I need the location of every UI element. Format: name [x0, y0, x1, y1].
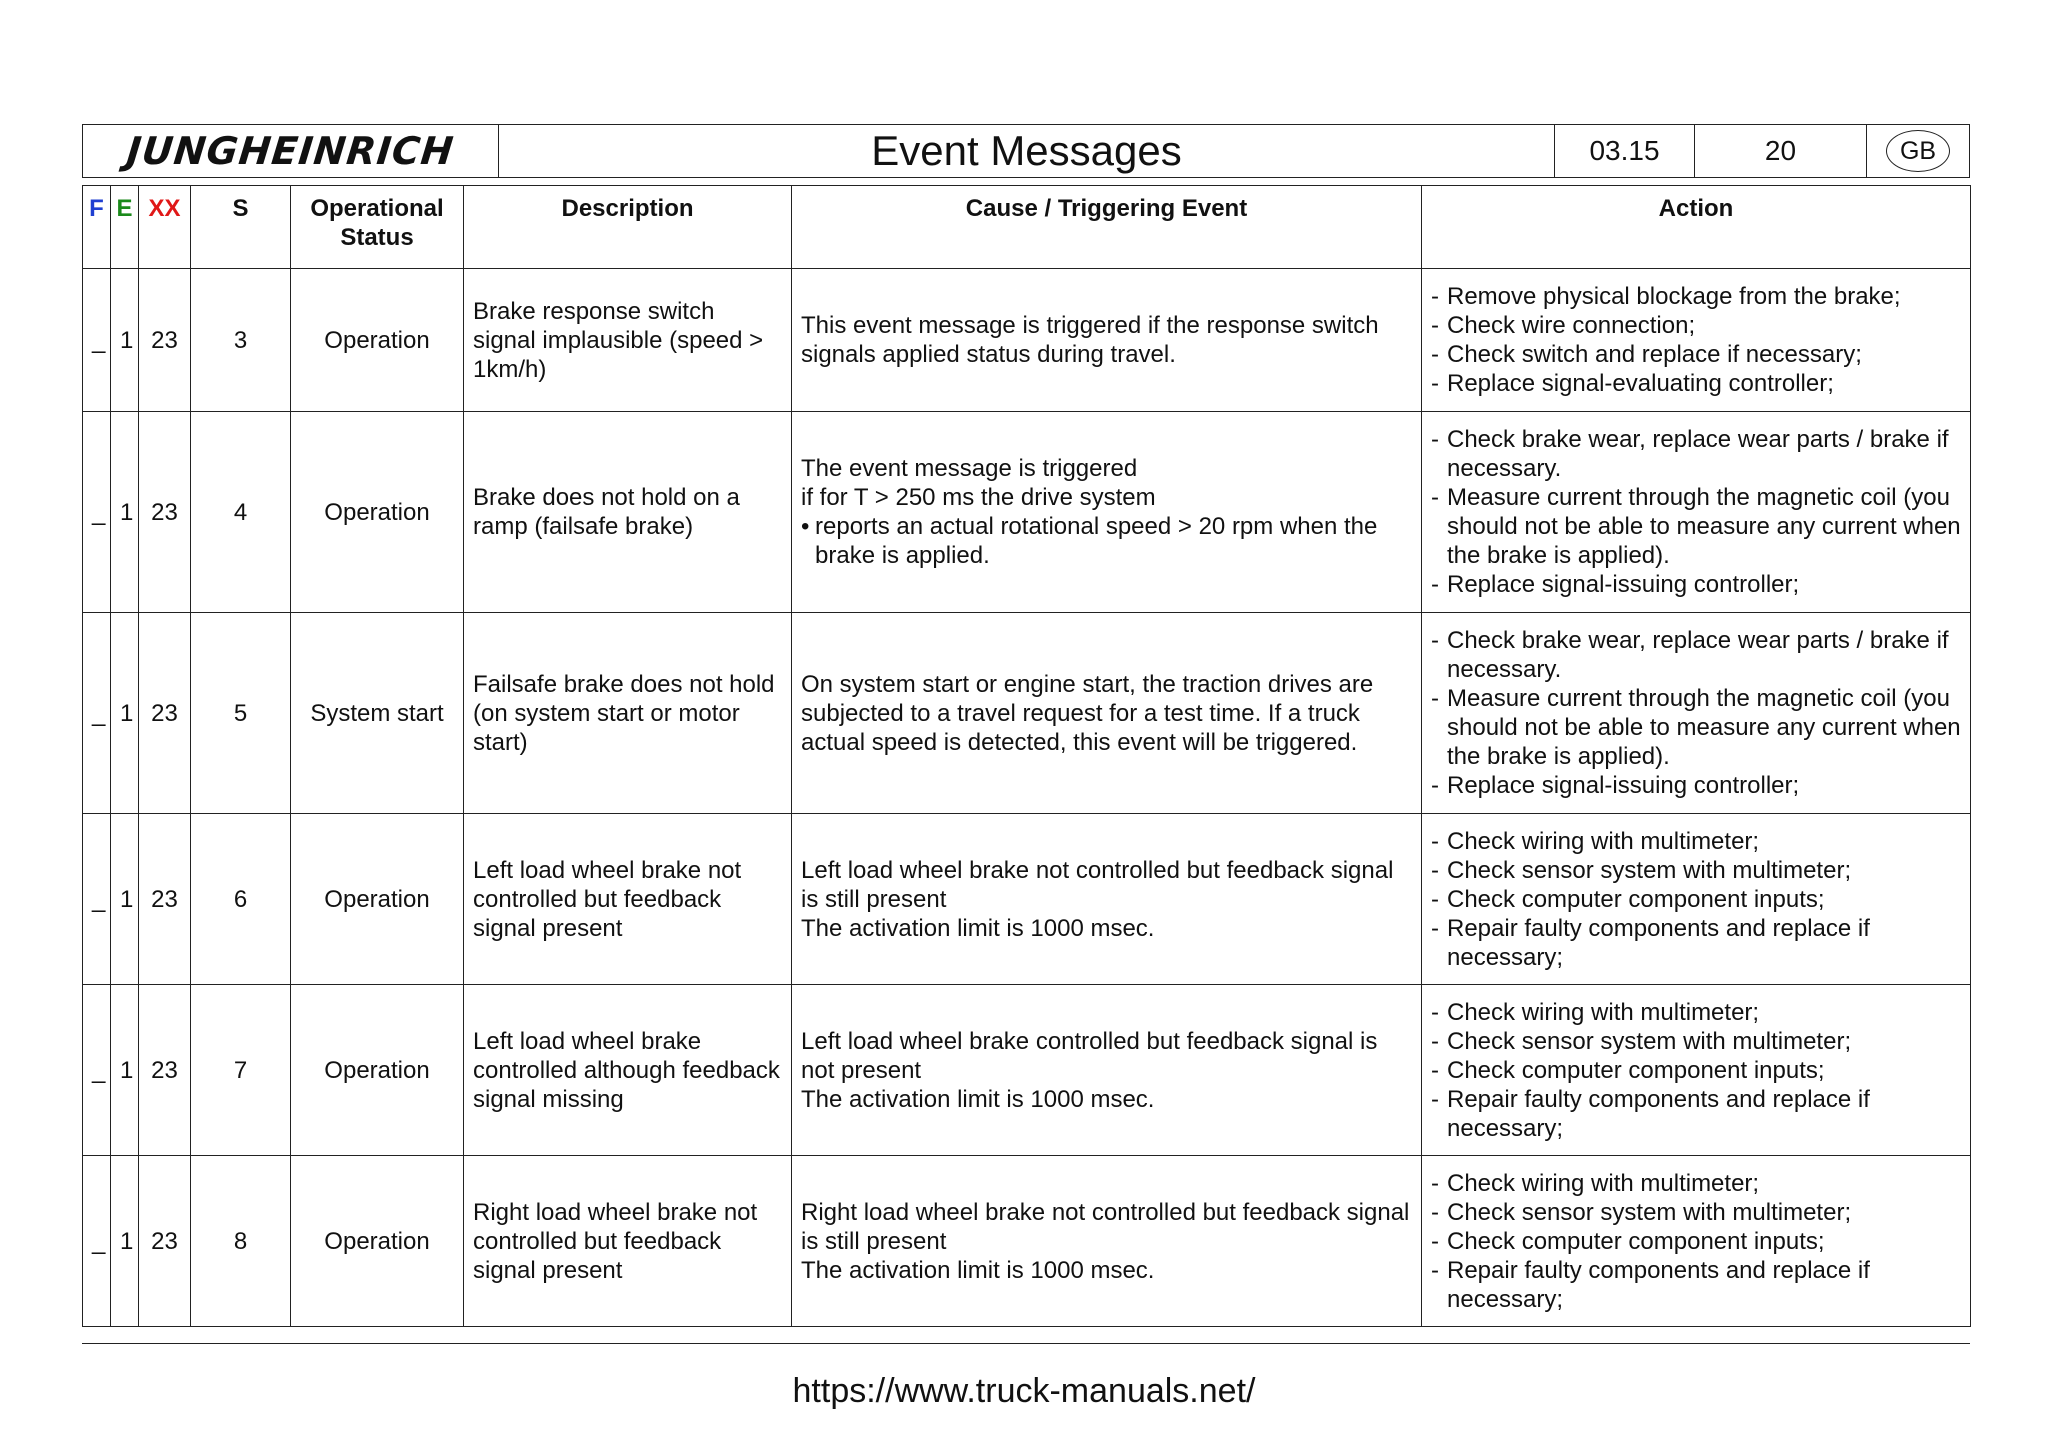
action-item: - Repair faulty components and replace if necessary;	[1431, 914, 1961, 972]
action-item: - Check sensor system with multimeter;	[1431, 856, 1961, 885]
cell-s: 7	[191, 985, 291, 1156]
action-item: - Check wiring with multimeter;	[1431, 998, 1961, 1027]
cell-s: 8	[191, 1156, 291, 1327]
cause-line: if for T > 250 ms the drive system	[801, 484, 1156, 511]
cell-s: 5	[191, 613, 291, 814]
cell-description: Left load wheel brake not controlled but feedback signal present	[464, 814, 792, 985]
cause-bullet: • reports an actual rotational speed > 20 rpm when the brake is applied.	[801, 512, 1412, 570]
jungheinrich-logo: JUNGHEINRICH	[124, 129, 457, 173]
cell-xx: 23	[139, 1156, 191, 1327]
cell-action	[1422, 613, 1971, 814]
action-item: - Check wire connection;	[1431, 311, 1961, 340]
table-row	[83, 412, 1971, 613]
cell-action	[1422, 1156, 1971, 1327]
action-item: - Check wiring with multimeter;	[1431, 827, 1961, 856]
cell-action	[1422, 985, 1971, 1156]
cell-cause	[792, 814, 1422, 985]
cell-xx: 23	[139, 985, 191, 1156]
cell-f: _	[83, 613, 111, 814]
footer-divider	[82, 1343, 1970, 1344]
cell-status: Operation	[291, 412, 464, 613]
cell-s: 3	[191, 269, 291, 412]
event-messages-table	[82, 185, 1971, 1327]
cell-description: Left load wheel brake controlled although feedback signal missing	[464, 985, 792, 1156]
action-list	[1431, 626, 1961, 800]
action-item: - Check wiring with multimeter;	[1431, 1169, 1961, 1198]
table-row	[83, 613, 1971, 814]
cell-description: Brake response switch signal implausible (speed > 1km/h)	[464, 269, 792, 412]
table-row	[83, 814, 1971, 985]
action-item: - Replace signal-issuing controller;	[1431, 570, 1961, 599]
page-title: Event Messages	[499, 125, 1555, 177]
logo-cell	[83, 125, 499, 177]
cell-description: Brake does not hold on a ramp (failsafe brake)	[464, 412, 792, 613]
action-item: - Repair faulty components and replace if necessary;	[1431, 1256, 1961, 1314]
action-item: - Check computer component inputs;	[1431, 1056, 1961, 1085]
action-item: - Check brake wear, replace wear parts / brake if necessary.	[1431, 425, 1961, 483]
table-body	[83, 269, 1971, 1327]
cell-f: _	[83, 1156, 111, 1327]
cause-line: Right load wheel brake not controlled but feedback signal is still present	[801, 1198, 1410, 1255]
cell-f: _	[83, 412, 111, 613]
action-item: - Check sensor system with multimeter;	[1431, 1198, 1961, 1227]
action-item: - Measure current through the magnetic coil (you should not be able to measure any current when the brake is applied).	[1431, 684, 1961, 771]
action-item: - Check sensor system with multimeter;	[1431, 1027, 1961, 1056]
cell-cause	[792, 985, 1422, 1156]
action-item: - Check brake wear, replace wear parts / brake if necessary.	[1431, 626, 1961, 684]
cause-line: On system start or engine start, the traction drives are subjected to a travel request for a test time. If a truck actual speed is detected, this event will be triggered.	[801, 670, 1374, 756]
action-item: - Measure current through the magnetic coil (you should not be able to measure any current when the brake is applied).	[1431, 483, 1961, 570]
cell-e: 1	[111, 269, 139, 412]
cell-status: System start	[291, 613, 464, 814]
table-row	[83, 1156, 1971, 1327]
cell-e: 1	[111, 412, 139, 613]
action-item: - Check computer component inputs;	[1431, 1227, 1961, 1256]
action-list	[1431, 1169, 1961, 1314]
cause-line: The event message is triggered	[801, 455, 1138, 482]
col-header-cause: Cause / Triggering Event	[792, 186, 1422, 269]
cell-action	[1422, 269, 1971, 412]
cell-xx: 23	[139, 412, 191, 613]
cause-line: This event message is triggered if the response switch signals applied status during travel.	[801, 312, 1379, 368]
cell-xx: 23	[139, 814, 191, 985]
cell-status: Operation	[291, 1156, 464, 1327]
cause-bullet-list	[801, 512, 1412, 570]
cell-description: Failsafe brake does not hold (on system start or motor start)	[464, 613, 792, 814]
cell-e: 1	[111, 814, 139, 985]
table-row	[83, 269, 1971, 412]
cell-status: Operation	[291, 814, 464, 985]
cause-line: Left load wheel brake not controlled but feedback signal is still present	[801, 856, 1394, 913]
cell-f: _	[83, 985, 111, 1156]
cell-cause	[792, 412, 1422, 613]
cell-s: 6	[191, 814, 291, 985]
cell-xx: 23	[139, 613, 191, 814]
footer-url: https://www.truck-manuals.net/	[792, 1372, 1256, 1410]
cell-s: 4	[191, 412, 291, 613]
cell-f: _	[83, 269, 111, 412]
col-header-description: Description	[464, 186, 792, 269]
action-item: - Remove physical blockage from the brake;	[1431, 282, 1961, 311]
cell-xx: 23	[139, 269, 191, 412]
col-header-f: F	[83, 186, 111, 269]
page-number: 20	[1695, 125, 1867, 177]
action-item: - Replace signal-evaluating controller;	[1431, 369, 1961, 398]
action-item: - Check computer component inputs;	[1431, 885, 1961, 914]
action-item: - Repair faulty components and replace if necessary;	[1431, 1085, 1961, 1143]
document-date: 03.15	[1555, 125, 1695, 177]
cell-status: Operation	[291, 269, 464, 412]
language-cell	[1867, 125, 1969, 177]
cell-e: 1	[111, 613, 139, 814]
cell-status: Operation	[291, 985, 464, 1156]
table-header-row	[83, 186, 1971, 269]
cell-cause	[792, 1156, 1422, 1327]
language-badge: GB	[1886, 130, 1950, 172]
col-header-action: Action	[1422, 186, 1971, 269]
col-header-s: S	[191, 186, 291, 269]
action-list	[1431, 998, 1961, 1143]
cell-e: 1	[111, 985, 139, 1156]
action-item: - Check switch and replace if necessary;	[1431, 340, 1961, 369]
action-list	[1431, 282, 1961, 398]
action-item: - Replace signal-issuing controller;	[1431, 771, 1961, 800]
cell-action	[1422, 412, 1971, 613]
cell-action	[1422, 814, 1971, 985]
document-header	[82, 124, 1970, 178]
cause-line: The activation limit is 1000 msec.	[801, 914, 1155, 942]
action-list	[1431, 425, 1961, 599]
cause-line: The activation limit is 1000 msec.	[801, 1256, 1155, 1284]
cell-cause	[792, 269, 1422, 412]
cell-description: Right load wheel brake not controlled but feedback signal present	[464, 1156, 792, 1327]
cell-e: 1	[111, 1156, 139, 1327]
col-header-xx: XX	[139, 186, 191, 269]
table-row	[83, 985, 1971, 1156]
cause-line: Left load wheel brake controlled but feedback signal is not present	[801, 1027, 1378, 1084]
col-header-e: E	[111, 186, 139, 269]
cause-line: The activation limit is 1000 msec.	[801, 1085, 1155, 1113]
col-header-status: Operational Status	[291, 186, 464, 269]
cell-cause	[792, 613, 1422, 814]
action-list	[1431, 827, 1961, 972]
cell-f: _	[83, 814, 111, 985]
